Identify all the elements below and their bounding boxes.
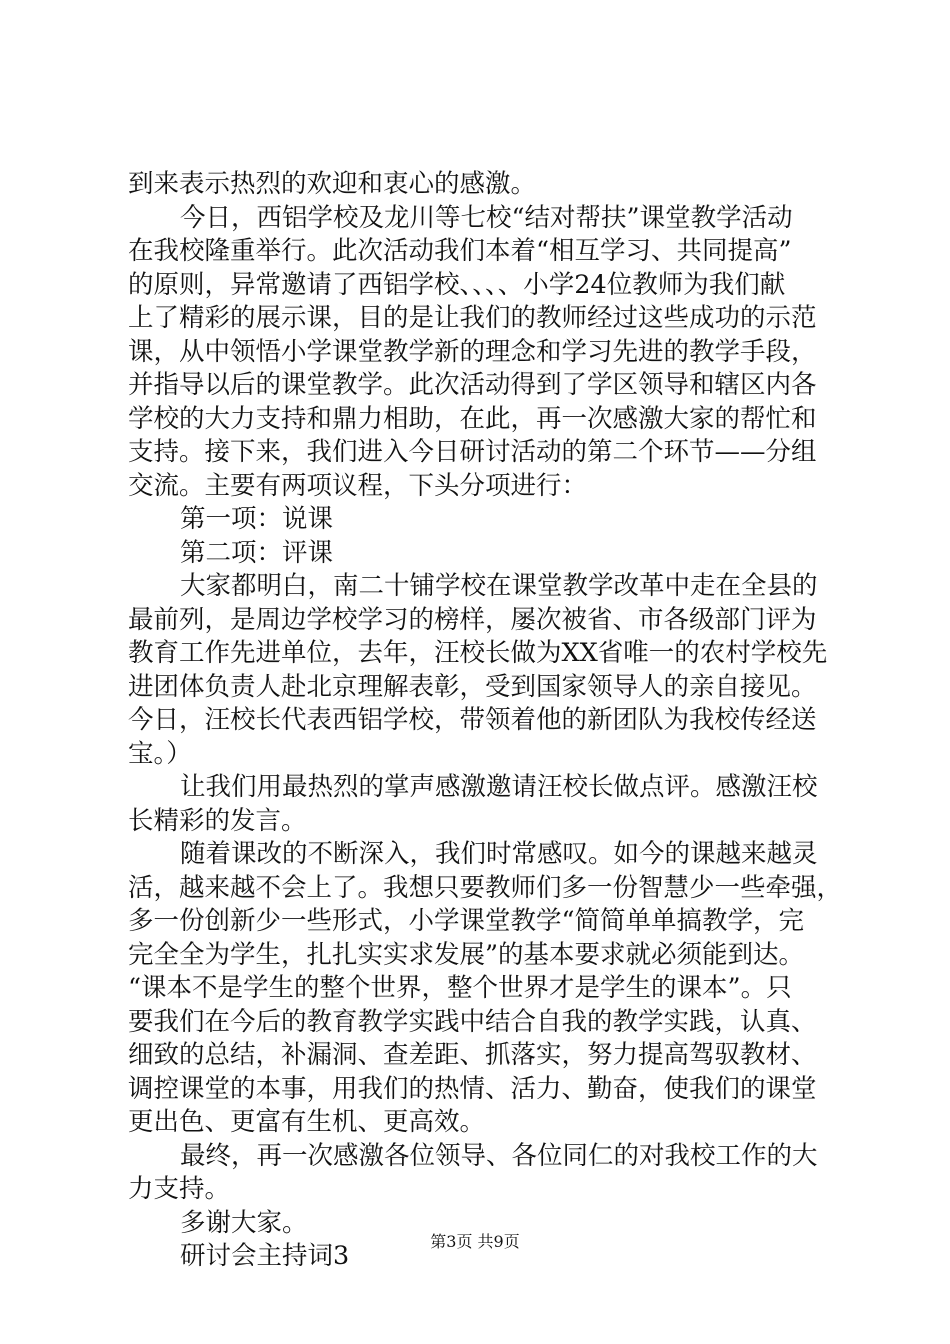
text-line: 学校的大力支持和鼎力相助，在此，再一次感激大家的帮忙和 [128, 403, 817, 434]
text-line: 调控课堂的本事，用我们的热情、活力、勤奋，使我们的课堂 [128, 1073, 817, 1104]
section-heading: 研讨会主持词3 [180, 1241, 350, 1271]
text-line: 活，越来越不会上了。我想只要教师们多一份智慧少一些牵强， [128, 872, 843, 903]
text-line: 教育工作先进单位，去年，汪校长做为XX省唯一的农村学校先 [128, 638, 828, 668]
text-line: 细致的总结，补漏洞、查差距、抓落实，努力提高驾驭教材、 [128, 1040, 817, 1070]
text-line: 最终，再一次感激各位领导、各位同仁的对我校工作的大 [180, 1140, 818, 1171]
text-line: 让我们用最热烈的掌声感激邀请汪校长做点评。感激汪校 [180, 772, 818, 802]
text-line: “课本不是学生的整个世界，整个世界才是学生的课本”。只 [128, 973, 792, 1003]
text-line: 要我们在今后的教育教学实践中结合自我的教学实践，认真、 [128, 1006, 817, 1037]
text-line: 在我校隆重举行。此次活动我们本着“相互学习、共同提高” [128, 236, 792, 266]
text-line: 长精彩的发言。 [128, 805, 307, 836]
text-line: 课，从中领悟小学课堂教学新的理念和学习先进的教学手段， [128, 336, 817, 367]
text-line: 随着课改的不断深入，我们时常感叹。如今的课越来越灵 [180, 839, 818, 869]
page-number: 第3页 共9页 [430, 1232, 520, 1251]
text-line: 进团体负责人赴北京理解表彰，受到国家领导人的亲自接见。 [128, 671, 817, 702]
text-line: 交流。主要有两项议程，下头分项进行： [128, 470, 588, 501]
text-line: 多一份创新少一些形式，小学课堂教学“简简单单搞教学，完 [128, 906, 805, 936]
document-body [128, 168, 843, 1274]
agenda-item: 第二项：评课 [180, 537, 334, 568]
text-line: 更出色、更富有生机、更高效。 [128, 1107, 486, 1137]
text-line: 并指导以后的课堂教学。此次活动得到了学区领导和辖区内各 [128, 370, 817, 400]
text-line: 大家都明白，南二十铺学校在课堂教学改革中走在全县的 [180, 571, 818, 601]
text-line: 支持。接下来，我们进入今日研讨活动的第二个环节——分组 [128, 437, 817, 467]
text-line: 力支持。 [128, 1174, 231, 1204]
text-line: 宝。） [128, 738, 192, 769]
text-line: 完全全为学生，扎扎实实求发展”的基本要求就必须能到达。 [128, 939, 805, 970]
text-line: 到来表示热烈的欢迎和衷心的感激。 [128, 169, 537, 199]
text-line: 今日，汪校长代表西铝学校，带领着他的新团队为我校传经送 [128, 705, 817, 735]
closing-line: 多谢大家。 [180, 1207, 308, 1238]
text-line: 最前列，是周边学校学习的榜样，屡次被省、市各级部门评为 [128, 604, 817, 635]
text-line: 今日，西铝学校及龙川等七校“结对帮扶”课堂教学活动 [180, 202, 793, 233]
text-line: 上了精彩的展示课，目的是让我们的教师经过这些成功的示范 [128, 303, 817, 333]
text-line: 的原则，异常邀请了西铝学校、、、、小学24位教师为我们献 [128, 269, 786, 300]
agenda-item: 第一项：说课 [180, 504, 334, 534]
